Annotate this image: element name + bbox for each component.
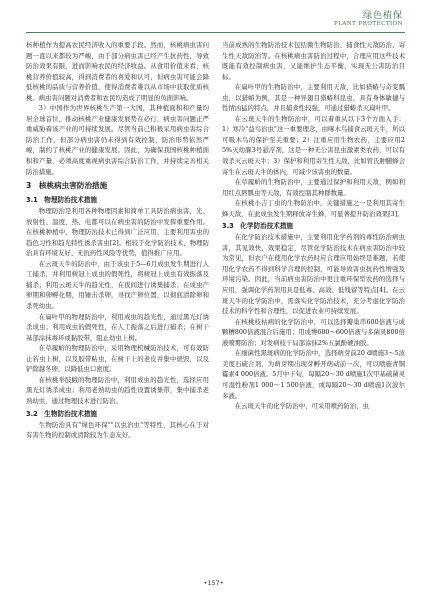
paragraph: 在扁叶甲的生物防治中，主要利用天敌，比如猎蝽与奇变瓢虫，以猎蝽为例，其是一种异翅目猎蝽科昆虫，具有身体敏捷与性情凶猛的特点，并且捕食性较强，可通过猎蝽杀灭扁叶甲。 <box>222 83 405 113</box>
section-heading: 3 核桃病虫害防治措施 <box>26 181 108 191</box>
paragraph: 3）中国作为世界核桃生产第一大国，其种植面积和产量均居全球首位，推动核桃产业健康发展势在必行，病虫害问题正严重威胁着该产业的可持续发展。尽管当前已积极采用病虫害综合防治工作，但部分病虫害仍未得到有效控制，防治形势依然严峻，制约了核桃产业的健康发展。因此，为确保我国核桃种植面积和产量，必须高度重视病虫害综合防治工作，并持续完善相关防治措施。 <box>26 104 209 176</box>
subsection-heading: 3.1 物理防治技术措施 <box>26 196 98 205</box>
paragraph: 在云斑天牛的防治中，由于该虫于5—6月成虫发生期进行人工捕杀，并利用树冠上成虫的假死性，将树冠上成虫有效振落及捕杀；利用云斑天牛的趋光性，在夜间进行诱集捕杀；在成虫产卵期和卵孵化期，用锤击杀卵，寻找产卵位置，以彻底清除卵和杀死幼虫。 <box>26 259 209 311</box>
subsection-heading: 3.3 化学防治技术措施 <box>222 222 294 231</box>
paragraph: 在扁叶甲的物理防治中，利用成虫的趋光性，通过黑光灯诱杀成虫；利用成虫的假死性，在人工振落之后进行捕杀；在树干基部涂抹毒环或黏胶带，阻止幼虫上树。 <box>26 312 209 342</box>
paragraph: 在云斑天牛的化学防治中，可采用喷药防治、虫 <box>234 402 369 411</box>
paragraph: 在云斑天牛的生物防治中，可以着重从以下3个方面入手：1）寒冷"益鸟治虫"这一重要理念，由啄木鸟捕食云斑天牛，所以可吸木鸟的保护至关重要；2）注重应用生物农药，主要应用25%灭幼脲3号悬浮剂，这是一种无公害昆虫激素类农药，可以有效杀灭云斑天牛；3）保护和利用寄生性天敌，比如管氏肿腿蜂会寄生在云斑天牛的体内，可减少该害虫的数量。 <box>222 114 405 176</box>
page-header <box>0 0 427 44</box>
paragraph: 在核桃举肢蛾的物理防治中，利用成虫的趋光性，选择应用黑光灯诱杀成虫；利用老熟幼虫的趋性设置诱集带，集中捕杀老熟幼虫，通过物理技术进行防治。 <box>26 375 209 405</box>
journal-section-title: 绿色植保 <box>362 11 403 21</box>
paragraph: 在化学防治技术措施中，主要利用化学药剂的毒性防治病虫害，其见效快、效果稳定，尽管化学防治技术在病虫害防治中较为常见，但农户在使用化学农药时应合理应用始终是难题，若使用化学农药不得到科学合理的控制，可能导致害虫抗药性增强及环境污染。因此，当前病虫害防治中更注重环保型农药的选择与应用，强调化学药剂用具是低毒、高效、低残留等特点[4]。在云斑天牛的化学防治中，需落实化学防治技术，充分考虑化学防治技术的科学性和合理性，以促进农业可持续发展。 <box>222 233 405 316</box>
paragraph: 在核桃小吉丁虫的生物防治中，关键措施之一是利用其寄生蜂天敌，在此成虫发生期释放寄生蜂，可显著提升防治效果[3]。 <box>222 199 405 218</box>
header-rule <box>26 32 405 33</box>
paragraph: 在草履蚧的物理防治中，采用物理机械防治技术，可有效防止若虫上树，以及胶带粘虫，在树干上的老皮并集中烧毁，以及铲除越冬卵，以降低虫口密度。 <box>26 344 209 374</box>
left-column <box>26 40 209 576</box>
paragraph: 当前成熟的生物防治技术包括微生物防治、捕食性天敌防治、寄生性天敌防治等。在核桃病虫害防治过程中，合理应用这些技术既能有效控制病虫害，又能维护生态平衡，实现无公害防治目标。 <box>222 41 405 81</box>
paragraph: 生物防治具有"绿色环保""以虫治虫"等特性，其核心在于对有害生物的控制或清除较为生态友好。 <box>26 420 209 440</box>
page-number: •157• <box>203 579 224 587</box>
subsection-heading: 3.2 生物防治技术措施 <box>26 409 98 418</box>
journal-section-subtitle: PLANT PROTECTION <box>334 21 403 27</box>
paragraph: 核种植作为提高农民经济收入的重要手段。然而，核桃病虫害问题一直以来都较为严峻，由于部分病虫害已经产生抗药性，导致防治效果有限，进而影响农民的经济收益。从食用价值来看，核桃营养价值较高，得到消费者的喜爱和认可，但病虫害可能会降低核桃的品质与营养价值，使得消费者难以从市场中获取优质核桃。病虫害问题对消费者和农民均造成了明显的负面影响。 <box>26 41 209 102</box>
paragraph: 在草履蚧的生物防治中，主要通过保护和利用天敌，例如利用红点唇瓢虫等天敌，有效控制其种群数量。 <box>222 178 405 197</box>
paragraph: 在细菌性黑斑病的化学防治中，选择萌芽前20 d喷施3～5波美度石硫合剂，为萌芽期出现芽孵开萌动前一次，可以喷施青铜霉素4 000倍液。5月中下旬，每隔20～30 d喷施1次甲基硫菌灵可湿性粉剂1 000～1 500倍液，或每隔20～30 d喷施1次波尔多液。 <box>222 349 405 400</box>
paragraph: 在核桃枝枯病的化学防治中，可以选择瓣巢串600倍液与成颗糟800倍液混合后施用；用成博600～600倍液与多菌灵800倍液喷雾防治；对发病枝干局部涂抹2%五氯酚硬油胶。 <box>222 317 405 347</box>
paragraph: 物理防治是利用各种物理因素和简单工具防治病虫害，光、放射性、温度、热、电都可以在病虫害的防治中发挥重要作用。在核桃种植中，物理防治技术已得到广泛应用，主要利用害虫的趋色习性和趋光特性诱杀害虫[2]。相较于化学防治技术，物理防治具有环境友好、无抗药性风险等优势，值得推广应用。 <box>26 207 209 258</box>
right-column <box>222 40 405 576</box>
article-body <box>26 40 405 576</box>
